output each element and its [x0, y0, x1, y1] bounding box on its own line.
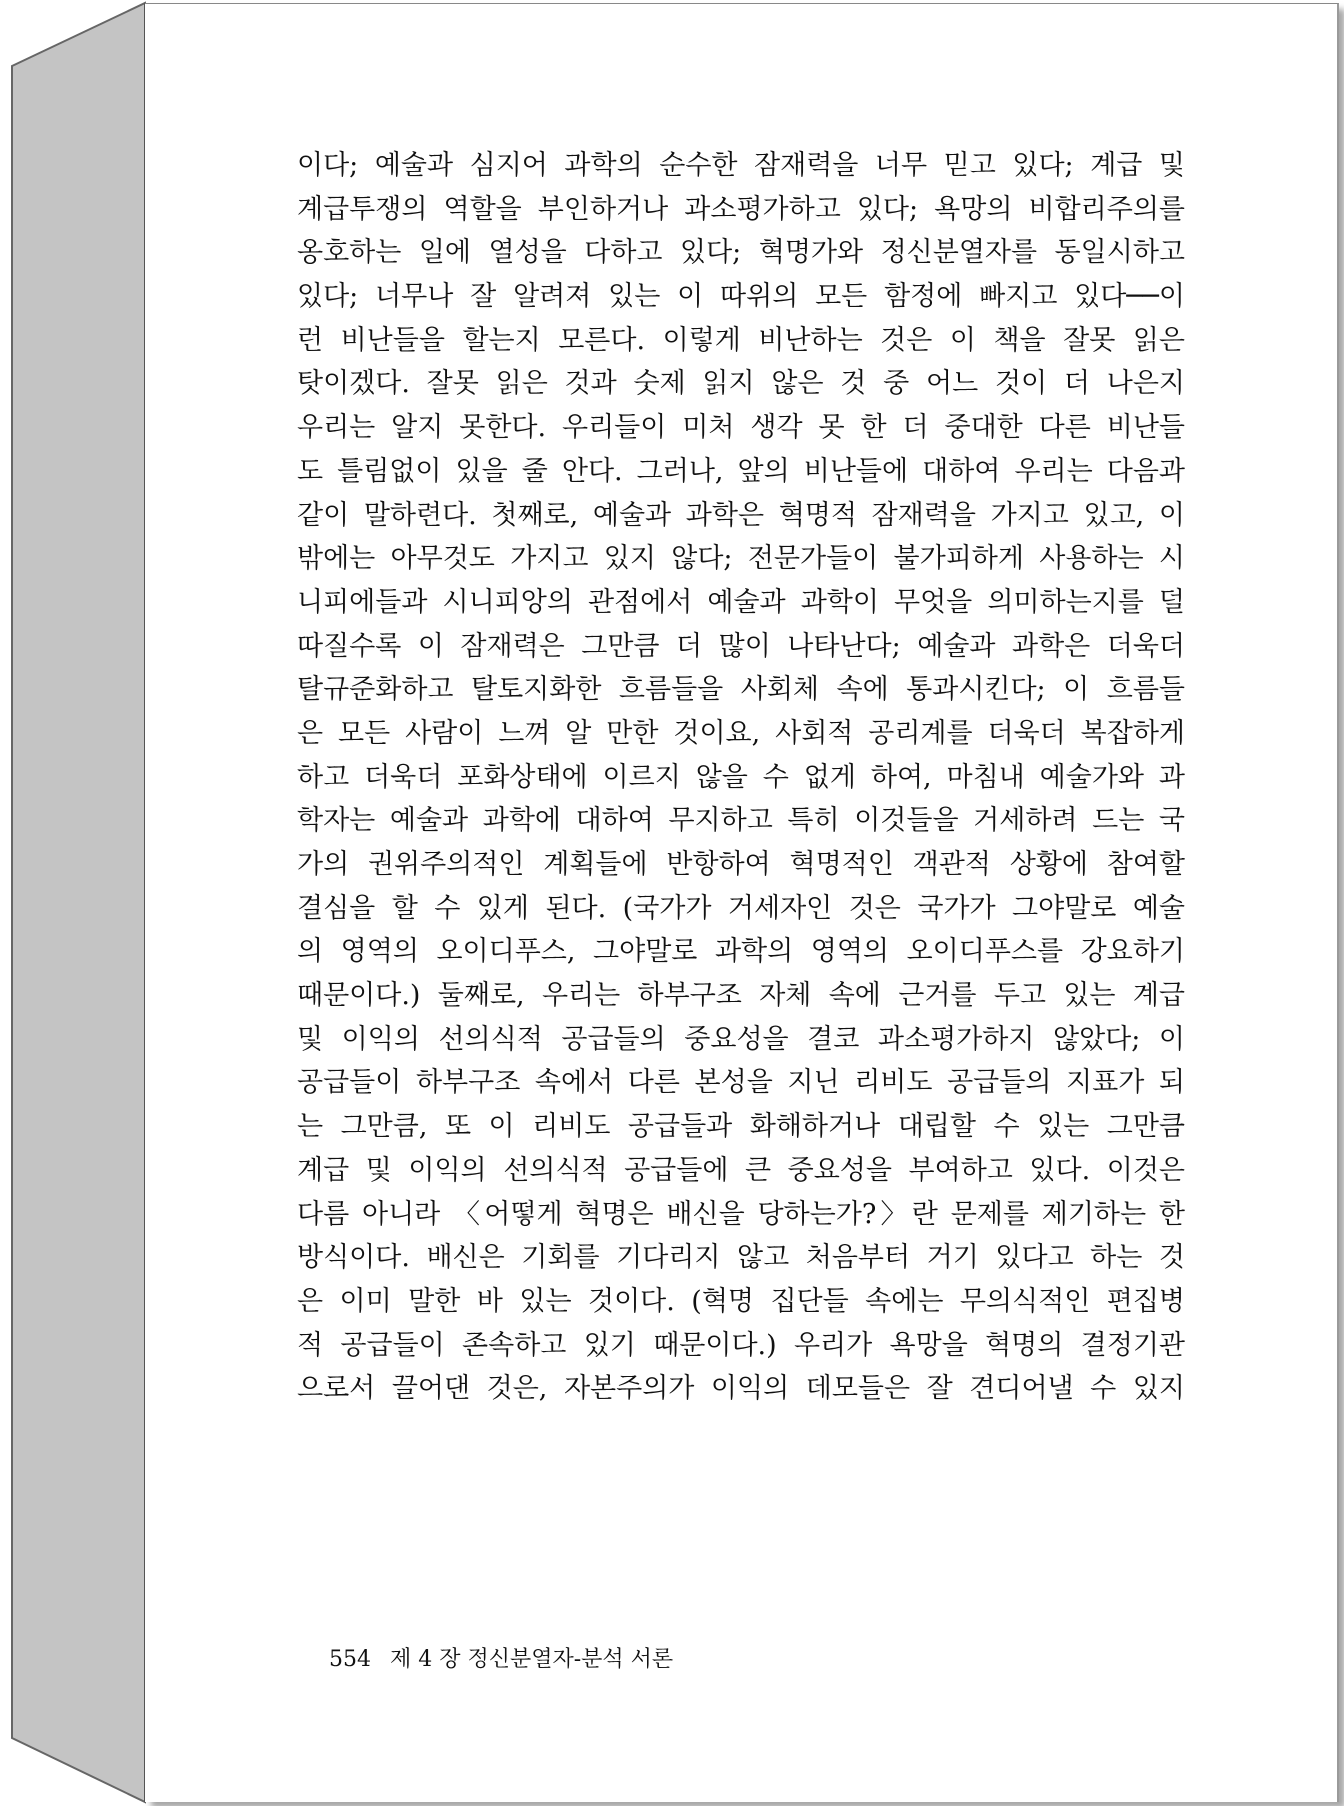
- text-line: 은 모든 사람이 느껴 알 만한 것이요, 사회적 공리계를 더욱더 복잡하게: [297, 717, 1185, 749]
- text-line: 때문이다.) 둘째로, 우리는 하부구조 자체 속에 근거를 두고 있는 계급: [297, 980, 1185, 1012]
- text-line: 다름 아니라 〈어떻게 혁명은 배신을 당하는가?〉란 문제를 제기하는 한: [297, 1198, 1185, 1230]
- text-line: 같이 말하련다. 첫째로, 예술과 과학은 혁명적 잠재력을 가지고 있고, 이: [297, 499, 1185, 531]
- text-line: 밖에는 아무것도 가지고 있지 않다; 전문가들이 불가피하게 사용하는 시: [297, 543, 1185, 575]
- text-line: 계급 및 이익의 선의식적 공급들에 큰 중요성을 부여하고 있다. 이것은: [297, 1154, 1185, 1186]
- text-line: 런 비난들을 할는지 모른다. 이렇게 비난하는 것은 이 책을 잘못 읽은: [297, 324, 1185, 356]
- text-line: 공급들이 하부구조 속에서 다른 본성을 지닌 리비도 공급들의 지표가 되: [297, 1067, 1185, 1099]
- text-line: 결심을 할 수 있게 된다. (국가가 거세자인 것은 국가가 그야말로 예술: [297, 892, 1185, 924]
- text-line: 따질수록 이 잠재력은 그만큼 더 많이 나타난다; 예술과 과학은 더욱더: [297, 630, 1185, 662]
- text-line: 하고 더욱더 포화상태에 이르지 않을 수 없게 하여, 마침내 예술가와 과: [297, 761, 1185, 793]
- text-line: 및 이익의 선의식적 공급들의 중요성을 결코 과소평가하지 않았다; 이: [297, 1023, 1185, 1055]
- body-text: [297, 144, 1185, 1411]
- text-line: 있다; 너무나 잘 알려져 있는 이 따위의 모든 함정에 빠지고 있다──이: [297, 281, 1185, 313]
- book-page: [145, 3, 1339, 1802]
- text-line: 옹호하는 일에 열성을 다하고 있다; 혁명가와 정신분열자를 동일시하고: [297, 237, 1185, 269]
- text-line: 우리는 알지 못한다. 우리들이 미처 생각 못 한 더 중대한 다른 비난들: [297, 412, 1185, 444]
- text-line: 으로서 끌어댄 것은, 자본주의가 이익의 데모들은 잘 견디어낼 수 있지: [297, 1373, 1185, 1405]
- text-line: 가의 권위주의적인 계획들에 반항하여 혁명적인 객관적 상황에 참여할: [297, 849, 1185, 880]
- text-line: 계급투쟁의 역할을 부인하거나 과소평가하고 있다; 욕망의 비합리주의를: [297, 193, 1185, 225]
- text-line: 는 그만큼, 또 이 리비도 공급들과 화해하거나 대립할 수 있는 그만큼: [297, 1111, 1185, 1143]
- text-line: 학자는 예술과 과학에 대하여 무지하고 특히 이것들을 거세하려 드는 국: [297, 805, 1185, 837]
- text-line: 도 틀림없이 있을 줄 안다. 그러나, 앞의 비난들에 대하여 우리는 다음과: [297, 455, 1185, 487]
- text-line: 탈규준화하고 탈토지화한 흐름들을 사회체 속에 통과시킨다; 이 흐름들: [297, 674, 1185, 706]
- page-footer: [329, 1642, 673, 1673]
- page-number: 554: [329, 1647, 371, 1672]
- text-line: 니피에들과 시니피앙의 관점에서 예술과 과학이 무엇을 의미하는지를 덜: [297, 586, 1185, 618]
- text-line: 적 공급들이 존속하고 있기 때문이다.) 우리가 욕망을 혁명의 결정기관: [297, 1329, 1185, 1361]
- text-line: 이다; 예술과 심지어 과학의 순수한 잠재력을 너무 믿고 있다; 계급 및: [297, 150, 1185, 181]
- text-line: 방식이다. 배신은 기회를 기다리지 않고 처음부터 거기 있다고 하는 것: [297, 1242, 1185, 1274]
- text-line: 탓이겠다. 잘못 읽은 것과 숫제 읽지 않은 것 중 어느 것이 더 나은지: [297, 368, 1185, 400]
- text-line: 의 영역의 오이디푸스, 그야말로 과학의 영역의 오이디푸스를 강요하기: [297, 936, 1185, 968]
- running-head: 제 4 장 정신분열자-분석 서론: [390, 1647, 674, 1672]
- text-line: 은 이미 말한 바 있는 것이다. (혁명 집단들 속에는 무의식적인 편집병: [297, 1285, 1185, 1317]
